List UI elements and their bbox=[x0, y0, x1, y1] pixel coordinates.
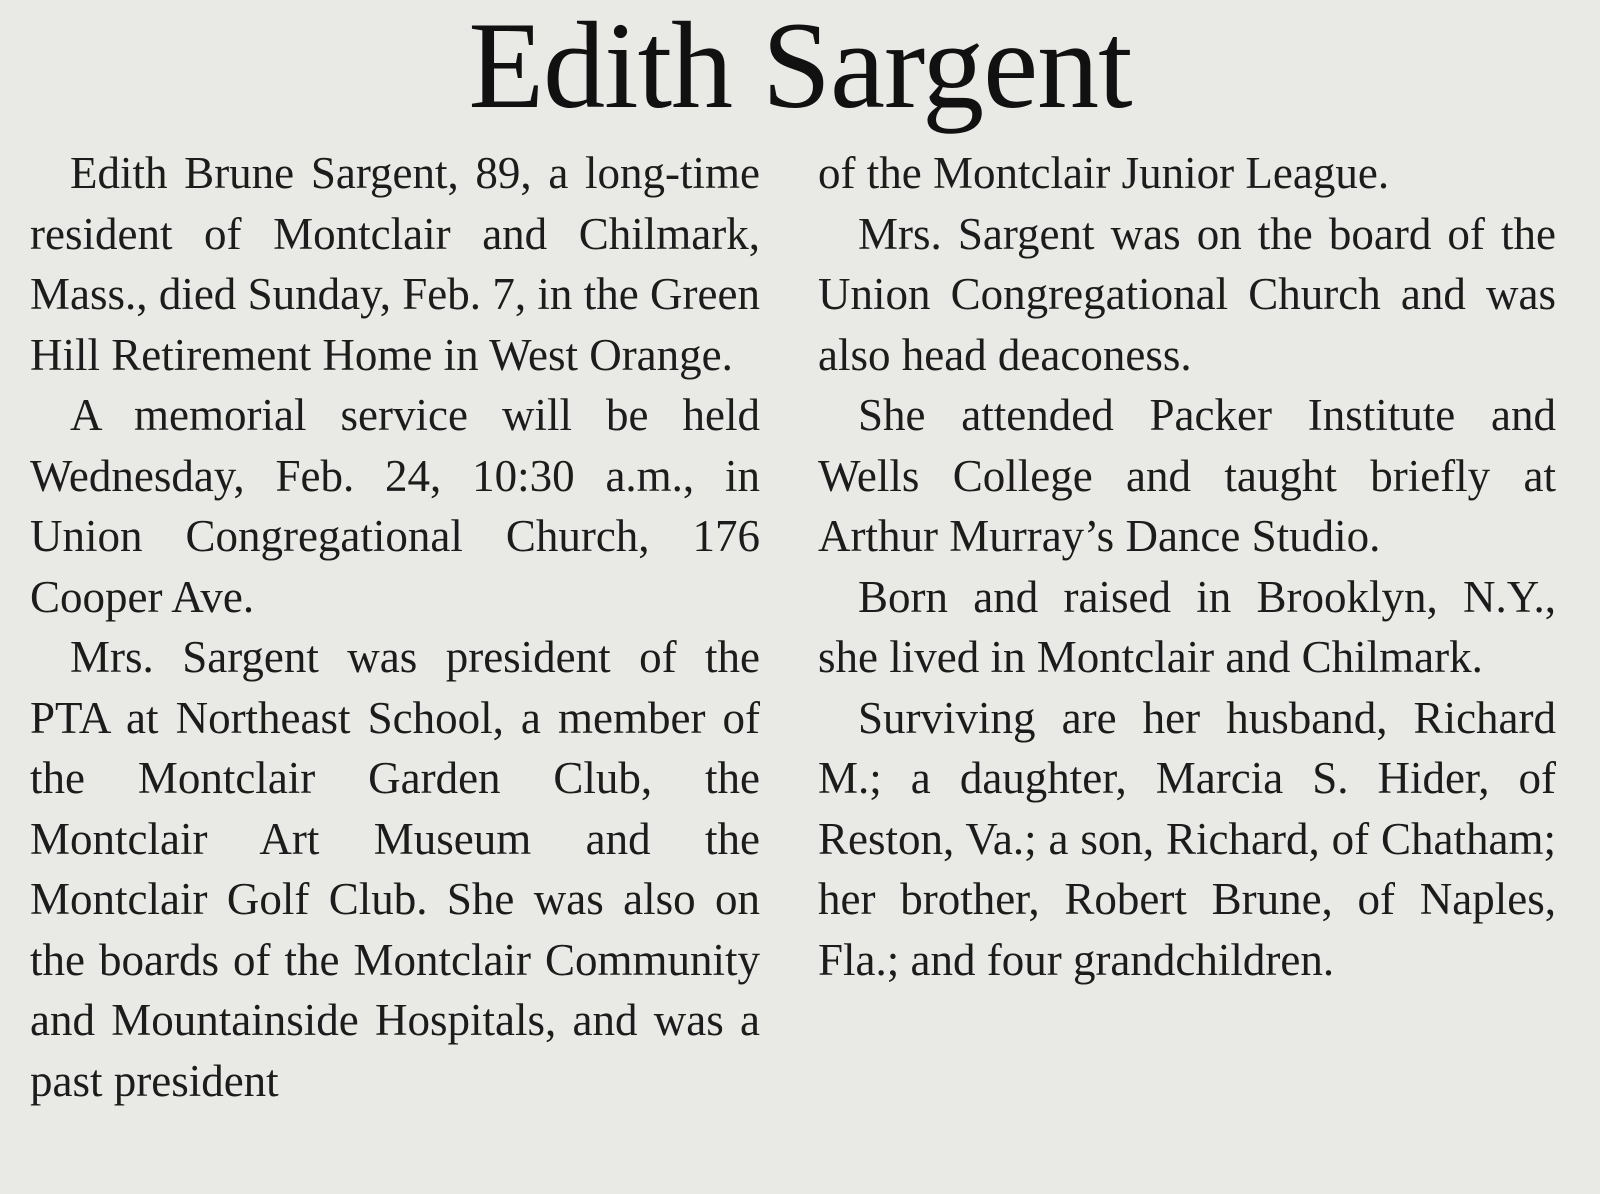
right-column bbox=[818, 143, 1556, 990]
left-column bbox=[30, 143, 760, 1111]
paragraph-birthplace: Born and raised in Brooklyn, N.Y., she lived in Montclair and Chilmark. bbox=[818, 571, 1556, 682]
paragraph-memorial-service: A memorial service will be held Wednesday, Feb. 24, 10:30 a.m., in Union Congregational Church, 176 Cooper Ave. bbox=[30, 390, 760, 622]
paragraph-church-board: Mrs. Sargent was on the board of the Union Congregational Church and was also head deaconess. bbox=[818, 208, 1556, 380]
paragraph-survivors: Surviving are her husband, Richard M.; a daughter, Marcia S. Hider, of Reston, Va.; a son, Richard, of Chatham; her brother, Robert Brune, of Naples, Fla.; and four grandchildren. bbox=[818, 692, 1556, 985]
article-headline: Edith Sargent bbox=[468, 0, 1132, 134]
paragraph-activities: Mrs. Sargent was president of the PTA at Northeast School, a member of the Montclair Garden Club, the Montclair Art Museum and the Montclair Golf Club. She was also on the boards of the Montclair Community and Mountainside Hospitals, and was a past president bbox=[30, 632, 760, 1106]
paragraph-activities-continued: of the Montclair Junior League. bbox=[818, 148, 1390, 198]
paragraph-death-notice: Edith Brune Sargent, 89, a long-time resident of Montclair and Chilmark, Mass., died Sunday, Feb. 7, in the Green Hill Retirement Home in West Orange. bbox=[30, 148, 760, 380]
paragraph-education: She attended Packer Institute and Wells College and taught briefly at Arthur Murray’s Dance Studio. bbox=[818, 390, 1556, 561]
